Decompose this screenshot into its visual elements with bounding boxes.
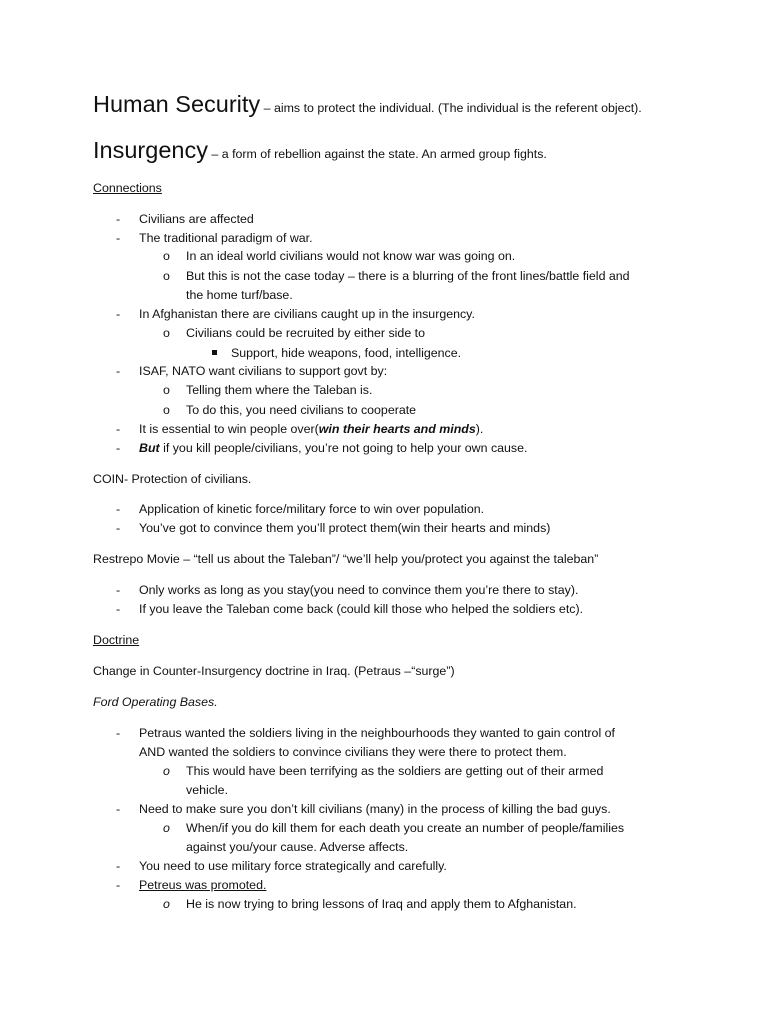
dash-bullet: - bbox=[116, 212, 121, 226]
list-item: If you leave the Taleban come back (could kill those who helped the soldiers etc). bbox=[139, 602, 584, 616]
dash-bullet: - bbox=[116, 859, 121, 873]
list-item: The traditional paradigm of war. bbox=[139, 231, 313, 245]
list-item: But this is not the case today – there is a blurring of the front lines/battle field and bbox=[186, 269, 630, 283]
text-run: ). bbox=[475, 422, 484, 436]
circle-bullet: o bbox=[163, 821, 170, 835]
list-item: Application of kinetic force/military force to win over population. bbox=[139, 502, 485, 516]
dash-bullet: - bbox=[116, 726, 121, 740]
circle-bullet: o bbox=[163, 326, 170, 340]
square-bullet-icon bbox=[212, 350, 217, 355]
heading-human-security bbox=[93, 90, 642, 118]
dash-bullet: - bbox=[116, 878, 121, 892]
list-item: Civilians are affected bbox=[139, 212, 254, 226]
list-item-continuation: AND wanted the soldiers to convince civilians they were there to protect them. bbox=[139, 745, 567, 759]
list-item: He is now trying to bring lessons of Iraq and apply them to Afghanistan. bbox=[186, 897, 577, 911]
section-title-restrepo: Restrepo Movie – “tell us about the Taleban”/ “we’ll help you/protect you against the taleban” bbox=[93, 552, 599, 566]
circle-bullet: o bbox=[163, 383, 170, 397]
emphasis-text: win their hearts and minds bbox=[318, 422, 476, 436]
section-title-doctrine: Doctrine bbox=[93, 633, 140, 647]
heading-insurgency bbox=[93, 136, 547, 164]
circle-bullet: o bbox=[163, 764, 170, 778]
list-item: You’ve got to convince them you’ll protect them(win their hearts and minds) bbox=[139, 521, 551, 535]
circle-bullet: o bbox=[163, 249, 170, 263]
list-item: You need to use military force strategically and carefully. bbox=[139, 859, 447, 873]
heading-term: Human Security bbox=[93, 91, 261, 117]
paragraph: Change in Counter-Insurgency doctrine in Iraq. (Petraus –“surge”) bbox=[93, 664, 455, 678]
heading-definition: – aims to protect the individual. (The individual is the referent object). bbox=[260, 101, 642, 115]
list-item: Petreus was promoted. bbox=[139, 878, 267, 892]
dash-bullet: - bbox=[116, 364, 121, 378]
list-item: Support, hide weapons, food, intelligence. bbox=[231, 346, 462, 360]
list-item: When/if you do kill them for each death you create an number of people/families bbox=[186, 821, 625, 835]
list-item-continuation: the home turf/base. bbox=[186, 288, 293, 302]
heading-term: Insurgency bbox=[93, 137, 208, 163]
dash-bullet: - bbox=[116, 441, 121, 455]
list-item: This would have been terrifying as the soldiers are getting out of their armed bbox=[186, 764, 604, 778]
heading-definition: – a form of rebellion against the state. An armed group fights. bbox=[207, 147, 547, 161]
section-title-coin: COIN- Protection of civilians. bbox=[93, 472, 252, 486]
list-item-continuation: vehicle. bbox=[186, 783, 229, 797]
text-run: if you kill people/civilians, you’re not going to help your own cause. bbox=[159, 441, 528, 455]
dash-bullet: - bbox=[116, 602, 121, 616]
list-item: ISAF, NATO want civilians to support govt by: bbox=[139, 364, 388, 378]
emphasis-text: But bbox=[139, 441, 160, 455]
circle-bullet: o bbox=[163, 269, 170, 283]
circle-bullet: o bbox=[163, 403, 170, 417]
dash-bullet: - bbox=[116, 502, 121, 516]
dash-bullet: - bbox=[116, 231, 121, 245]
list-item: To do this, you need civilians to cooperate bbox=[186, 403, 417, 417]
dash-bullet: - bbox=[116, 583, 121, 597]
list-item: Need to make sure you don’t kill civilians (many) in the process of killing the bad guys. bbox=[139, 802, 611, 816]
list-item bbox=[139, 422, 483, 437]
dash-bullet: - bbox=[116, 802, 121, 816]
list-item bbox=[139, 441, 527, 456]
dash-bullet: - bbox=[116, 521, 121, 535]
list-item: In an ideal world civilians would not know war was going on. bbox=[186, 249, 516, 263]
list-item: Civilians could be recruited by either side to bbox=[186, 326, 425, 340]
italic-subheading: Ford Operating Bases. bbox=[93, 695, 218, 709]
list-item: Telling them where the Taleban is. bbox=[186, 383, 373, 397]
text-run: It is essential to win people over( bbox=[139, 422, 319, 436]
dash-bullet: - bbox=[116, 307, 121, 321]
list-item: Only works as long as you stay(you need to convince them you’re there to stay). bbox=[139, 583, 579, 597]
list-item-continuation: against you/your cause. Adverse affects. bbox=[186, 840, 409, 854]
dash-bullet: - bbox=[116, 422, 121, 436]
section-title-connections: Connections bbox=[93, 181, 162, 195]
circle-bullet: o bbox=[163, 897, 170, 911]
list-item: Petraus wanted the soldiers living in the neighbourhoods they wanted to gain control of bbox=[139, 726, 615, 740]
list-item: In Afghanistan there are civilians caught up in the insurgency. bbox=[139, 307, 475, 321]
